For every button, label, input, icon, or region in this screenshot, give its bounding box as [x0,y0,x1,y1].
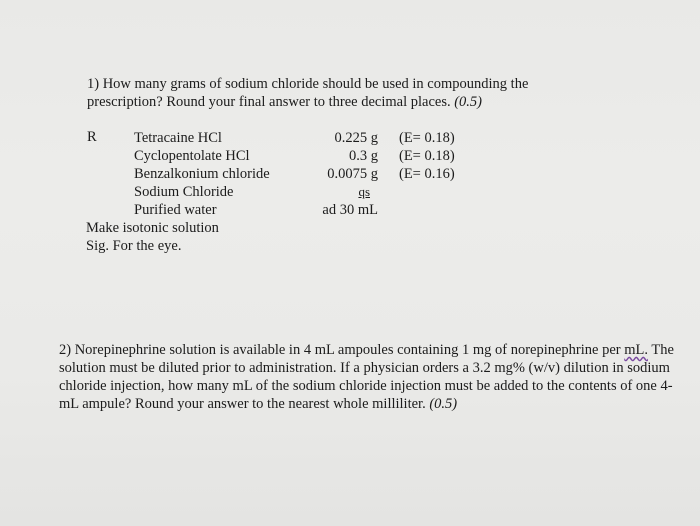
rx-symbol: R [87,129,97,145]
question-2-text-end: The solution must be diluted prior to administration. If a physician orders a 3.2 mg% (w/v) dilution in sodium chloride injection, how many mL of the sodium chloride injection must be added to the contents of one 4-mL ampule? Round your answer to the nearest whole milliliter. [59,342,674,412]
question-2-text-start: 2) Norepinephrine solution is available in 4 mL ampoules containing 1 mg of norepinephrine per [59,342,625,358]
spellcheck-underlined-word: mL. [624,342,648,358]
ingredient-quantity: qs [358,184,370,199]
instruction-line: Make isotonic solution [86,220,219,236]
ingredient-e-value: (E= 0.18) [399,130,455,146]
instruction-line: Sig. For the eye. [86,238,182,254]
ingredient-quantity: ad 30 mL [322,202,378,218]
ingredient-name: Purified water [134,202,217,218]
question-1-points: (0.5) [454,94,483,110]
ingredient-name: Tetracaine HCl [134,130,222,146]
ingredient-quantity: 0.3 g [349,148,378,164]
question-1-text: 1) How many grams of sodium chloride should be used in compounding the prescription? Round your final answer to three decimal places. [87,76,529,110]
ingredient-e-value: (E= 0.18) [399,148,455,164]
ingredient-name: Benzalkonium chloride [134,166,270,182]
question-2-points: (0.5) [429,396,458,412]
ingredient-name: Cyclopentolate HCl [134,148,250,164]
ingredient-name: Sodium Chloride [134,184,234,200]
question-2 [59,341,684,413]
question-1 [87,75,607,111]
ingredient-e-value: (E= 0.16) [399,166,455,182]
ingredient-quantity: 0.0075 g [327,166,378,182]
ingredient-quantity: 0.225 g [334,130,378,146]
